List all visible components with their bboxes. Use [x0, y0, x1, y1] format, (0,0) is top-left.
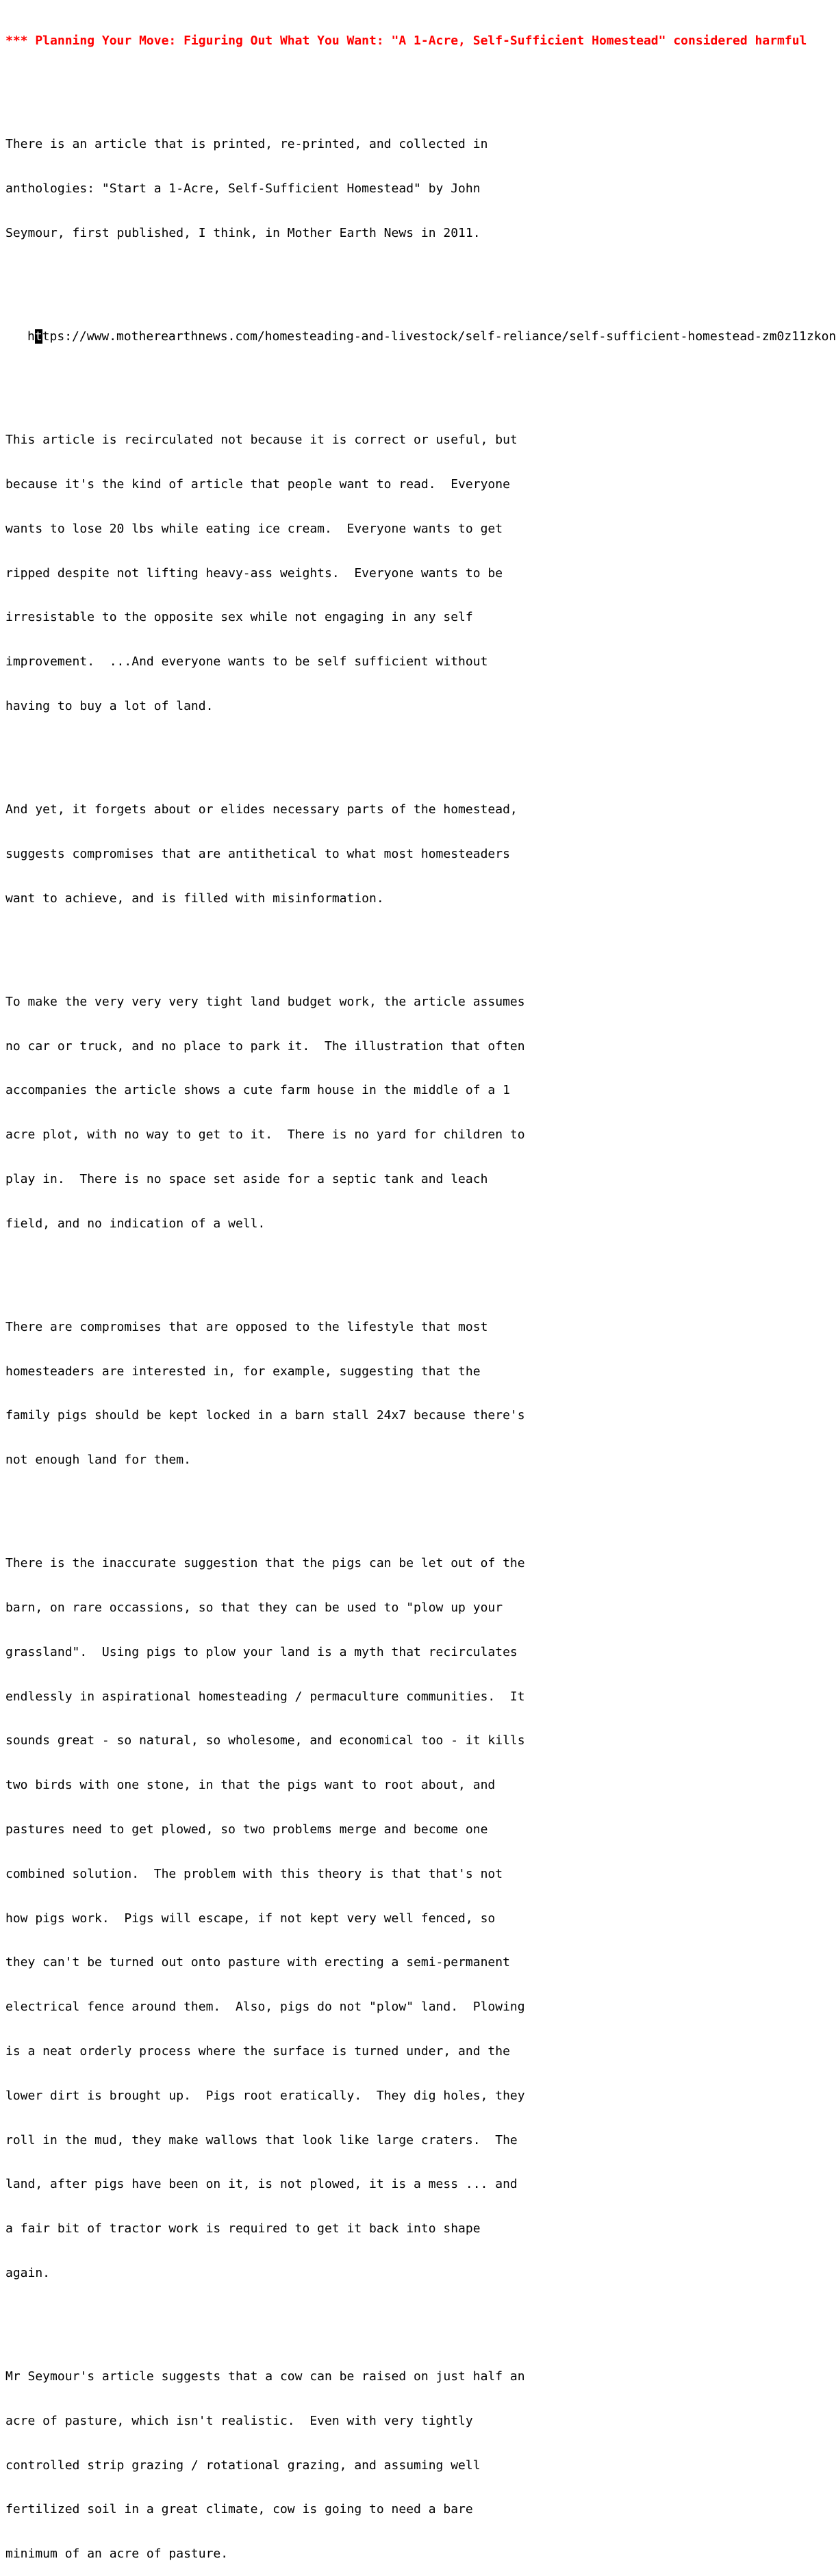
text-cursor[interactable]: t	[34, 329, 42, 344]
text-line: There is the inaccurate suggestion that the pigs can be let out of the	[5, 1556, 525, 1571]
url-text-rest: tps://www.motherearthnews.com/homesteading-and-livestock/self-reliance/self-sufficient-homestead-zm0z11zkon	[42, 329, 836, 344]
text-line: This article is recirculated not because it is correct or useful, but	[5, 433, 518, 448]
blank-line	[5, 78, 805, 93]
text-line: sounds great - so natural, so wholesome, and economical too - it kills	[5, 1733, 525, 1748]
text-line: roll in the mud, they make wallows that look like large craters. The	[5, 2132, 518, 2147]
url-text-start: h	[27, 329, 35, 344]
blank-line	[5, 935, 805, 950]
text-line: lower dirt is brought up. Pigs root eratically. They dig holes, they	[5, 2088, 525, 2103]
text-line: electrical fence around them. Also, pigs do not "plow" land. Plowing	[5, 2000, 525, 2015]
text-line: land, after pigs have been on it, is not plowed, it is a mess ... and	[5, 2177, 518, 2192]
text-line: endlessly in aspirational homesteading / permaculture communities. It	[5, 1689, 525, 1704]
text-line: acre plot, with no way to get to it. There is no yard for children to	[5, 1127, 525, 1143]
text-line: want to achieve, and is filled with misinformation.	[5, 891, 384, 906]
text-line: because it's the kind of article that people want to read. Everyone	[5, 477, 510, 492]
text-line: combined solution. The problem with this theory is that that's not	[5, 1866, 503, 1881]
text-line: a fair bit of tractor work is required to get it back into shape	[5, 2221, 481, 2236]
text-line: homesteaders are interested in, for example, suggesting that the	[5, 1364, 481, 1379]
section-heading: *** Planning Your Move: Figuring Out What You Want: "A 1-Acre, Self-Sufficient Homestead" considered harmful	[5, 34, 807, 49]
text-line: two birds with one stone, in that the pigs want to root about, and	[5, 1778, 496, 1793]
blank-line	[5, 1497, 805, 1512]
url-line	[5, 329, 836, 344]
text-line: wants to lose 20 lbs while eating ice cream. Everyone wants to get	[5, 521, 503, 536]
blank-line	[5, 743, 805, 758]
text-line: To make the very very very tight land budget work, the article assumes	[5, 994, 525, 1009]
text-line: is a neat orderly process where the surface is turned under, and the	[5, 2043, 510, 2058]
text-line: grassland". Using pigs to plow your land is a myth that recirculates	[5, 1644, 518, 1659]
text-line: field, and no indication of a well.	[5, 1216, 266, 1231]
blank-line	[5, 1260, 805, 1275]
text-editor[interactable]	[5, 4, 836, 2562]
text-line: Seymour, first published, I think, in Mother Earth News in 2011.	[5, 225, 481, 240]
blank-line	[5, 374, 805, 389]
text-line: again.	[5, 2265, 51, 2280]
text-line: play in. There is no space set aside for a septic tank and leach	[5, 1171, 488, 1186]
text-line: suggests compromises that are antithetical to what most homesteaders	[5, 846, 510, 861]
text-line: not enough land for them.	[5, 1453, 191, 1468]
text-line: ripped despite not lifting heavy-ass weights. Everyone wants to be	[5, 565, 503, 581]
text-line: barn, on rare occassions, so that they can be used to "plow up your	[5, 1601, 503, 1616]
text-line: There is an article that is printed, re-printed, and collected in	[5, 137, 488, 152]
blank-line	[5, 2310, 805, 2325]
text-line: no car or truck, and no place to park it. The illustration that often	[5, 1038, 525, 1054]
text-line: family pigs should be kept locked in a barn stall 24x7 because there's	[5, 1408, 525, 1423]
text-line: they can't be turned out onto pasture with erecting a semi-permanent	[5, 1955, 510, 1970]
text-line: Mr Seymour's article suggests that a cow can be raised on just half an	[5, 2369, 525, 2384]
text-line: And yet, it forgets about or elides necessary parts of the homestead,	[5, 802, 518, 817]
text-line: acre of pasture, which isn't realistic. Even with very tightly	[5, 2413, 473, 2428]
text-line: controlled strip grazing / rotational grazing, and assuming well	[5, 2458, 481, 2473]
text-line: irresistable to the opposite sex while not engaging in any self	[5, 610, 473, 625]
text-line: minimum of an acre of pasture.	[5, 2547, 229, 2562]
text-line: improvement. ...And everyone wants to be self sufficient without	[5, 654, 488, 669]
text-line: There are compromises that are opposed to the lifestyle that most	[5, 1319, 488, 1334]
text-line: how pigs work. Pigs will escape, if not kept very well fenced, so	[5, 1911, 496, 1926]
blank-line	[5, 270, 805, 285]
text-line: accompanies the article shows a cute farm house in the middle of a 1	[5, 1083, 510, 1098]
text-line: pastures need to get plowed, so two problems merge and become one	[5, 1822, 488, 1837]
text-line: anthologies: "Start a 1-Acre, Self-Sufficient Homestead" by John	[5, 181, 481, 196]
text-line: having to buy a lot of land.	[5, 698, 214, 713]
text-line: fertilized soil in a great climate, cow is going to need a bare	[5, 2502, 473, 2517]
